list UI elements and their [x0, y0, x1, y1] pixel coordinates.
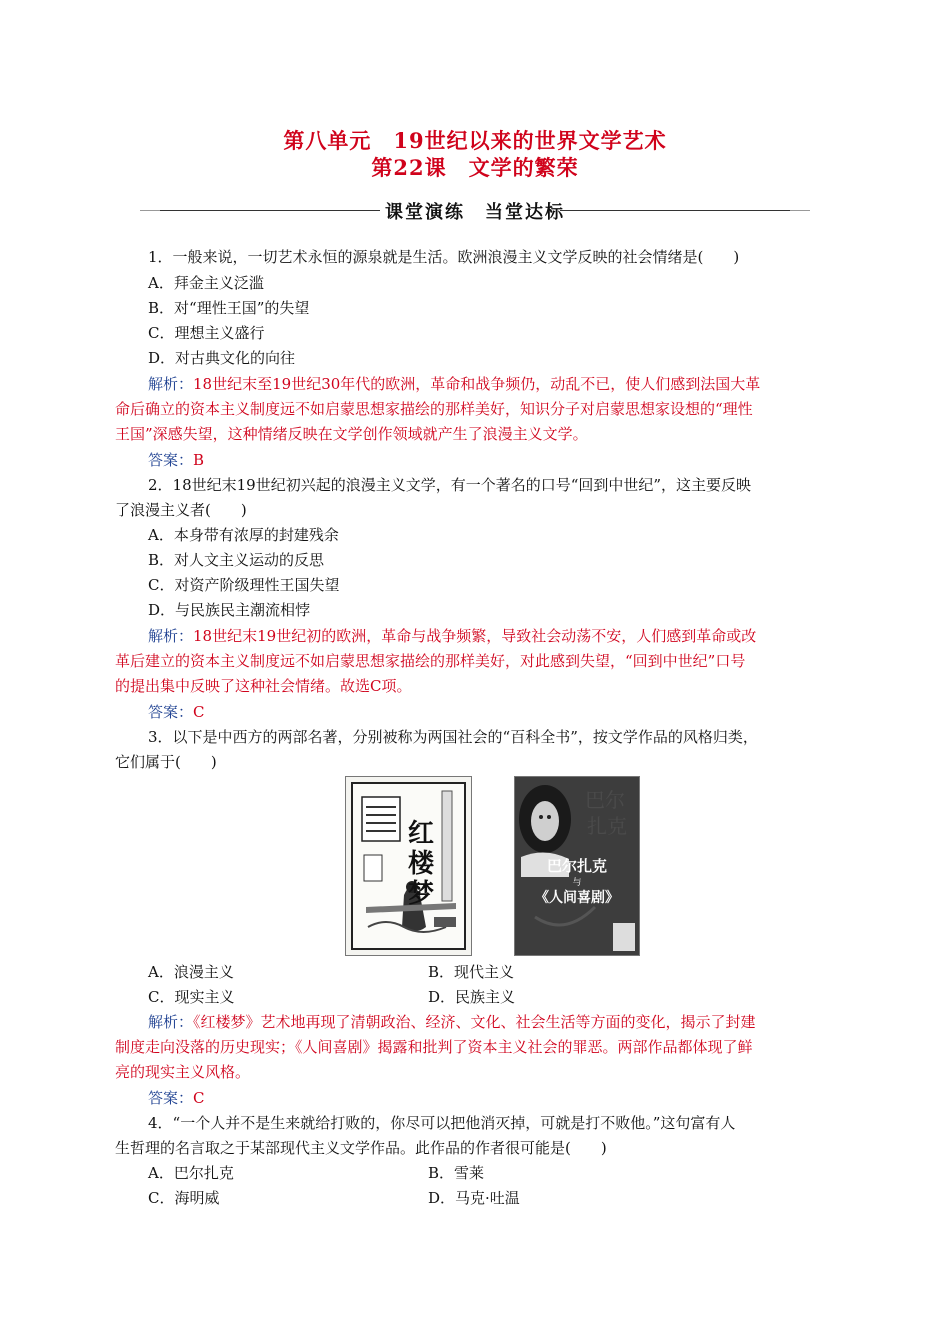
q2-answer — [148, 701, 205, 723]
renjianxiju-cover-author: 巴尔扎克 — [546, 857, 607, 875]
q1-analysis-line1 — [148, 373, 760, 395]
q3-option-b: B．现代主义 — [428, 963, 515, 981]
banner-rule-right — [560, 210, 790, 211]
q1-stem: 1．一般来说，一切艺术永恒的源泉就是生活。欧洲浪漫主义文学反映的社会情绪是( ) — [148, 248, 740, 266]
q1-answer-value: B — [193, 451, 205, 469]
q1-analysis-line3: 王国”深感失望，这种情绪反映在文学创作领域就产生了浪漫主义文学。 — [115, 425, 588, 443]
q3-stem-line1: 3．以下是中西方的两部名著，分别被称为两国社会的“百科全书”，按文学作品的风格归类， — [148, 728, 758, 746]
q4-option-c: C．海明威 — [148, 1189, 220, 1207]
q2-analysis-line2: 革后建立的资本主义制度远不如启蒙思想家描绘的那样美好，对此感到失望，“回到中世纪”口号 — [115, 652, 746, 670]
hongloumeng-cover-title: 红楼梦 — [407, 819, 434, 909]
q2-stem-line2: 了浪漫主义者( ) — [115, 501, 247, 519]
q2-option-a: A．本身带有浓厚的封建残余 — [148, 526, 339, 544]
lesson-title: 第22课 文学的繁荣 — [371, 155, 579, 180]
q1-analysis-line2: 命后确立的资本主义制度远不如启蒙思想家描绘的那样美好，知识分子对启蒙思想家设想的“理性 — [115, 400, 753, 418]
q3-analysis-line1 — [148, 1011, 756, 1033]
q1-option-b: B．对“理性王国”的失望 — [148, 299, 310, 317]
q3-stem-line2: 它们属于( ) — [115, 753, 217, 771]
q2-analysis-line1 — [148, 625, 756, 647]
q2-analysis-text: 18世纪末19世纪初的欧洲，革命与战争频繁，导致社会动荡不安，人们感到革命或改 — [193, 627, 757, 645]
q1-option-c: C．理想主义盛行 — [148, 324, 265, 342]
q2-analysis-label: 解析： — [148, 627, 194, 645]
q3-answer-label: 答案： — [148, 1089, 194, 1107]
renjianxiju-cover-image — [514, 776, 640, 956]
q2-option-c: C．对资产阶级理性王国失望 — [148, 576, 340, 594]
q2-answer-label: 答案： — [148, 703, 194, 721]
q3-answer-value: C — [193, 1089, 205, 1107]
q1-answer — [148, 449, 204, 471]
q1-analysis-label: 解析： — [148, 375, 194, 393]
hongloumeng-cover-image — [345, 776, 472, 956]
svg-text:扎克: 扎克 — [587, 814, 627, 838]
banner-text: 课堂演练 当堂达标 — [385, 202, 565, 223]
q2-stem-line1: 2．18世纪末19世纪初兴起的浪漫主义文学，有一个著名的口号“回到中世纪”，这主要反映 — [148, 476, 752, 494]
q3-option-d: D．民族主义 — [428, 988, 516, 1006]
q2-analysis-line3: 的提出集中反映了这种社会情绪。故选C项。 — [115, 677, 412, 695]
q4-option-b: B．雪莱 — [428, 1164, 485, 1182]
q3-analysis-line2: 制度走向没落的历史现实；《人间喜剧》揭露和批判了资本主义社会的罪恶。两部作品都体现了鲜 — [115, 1038, 753, 1056]
q2-answer-value: C — [193, 703, 205, 721]
renjianxiju-cover-connector: 与 — [572, 878, 582, 888]
q4-option-a: A．巴尔扎克 — [148, 1164, 234, 1182]
q2-option-d: D．与民族民主潮流相悖 — [148, 601, 311, 619]
q4-stem-line2: 生哲理的名言取之于某部现代主义文学作品。此作品的作者很可能是( ) — [115, 1139, 607, 1157]
q3-analysis-line3: 亮的现实主义风格。 — [115, 1063, 251, 1081]
q3-analysis-label: 解析： — [148, 1013, 194, 1031]
renjianxiju-cover-title: 《人间喜剧》 — [535, 890, 619, 906]
q2-option-b: B．对人文主义运动的反思 — [148, 551, 325, 569]
q1-analysis-text: 18世纪末至19世纪30年代的欧洲，革命和战争频仍，动乱不已，使人们感到法国大革 — [193, 375, 761, 393]
q3-analysis-text: 《红楼梦》艺术地再现了清朝政治、经济、文化、社会生活等方面的变化，揭示了封建 — [193, 1013, 756, 1031]
q4-option-d: D．马克·吐温 — [428, 1189, 520, 1207]
svg-text:巴尔: 巴尔 — [585, 788, 625, 812]
q3-answer — [148, 1087, 205, 1109]
section-banner — [140, 198, 810, 222]
q1-option-d: D．对古典文化的向往 — [148, 349, 296, 367]
unit-title: 第八单元 19世纪以来的世界文学艺术 — [283, 128, 667, 153]
q1-answer-label: 答案： — [148, 451, 194, 469]
q3-option-a: A．浪漫主义 — [148, 963, 234, 981]
q1-option-a: A．拜金主义泛滥 — [148, 274, 264, 292]
q4-stem-line1: 4．“一个人并不是生来就给打败的，你尽可以把他消灭掉，可就是打不败他。”这句富有人 — [148, 1114, 736, 1132]
q3-option-c: C．现实主义 — [148, 988, 235, 1006]
